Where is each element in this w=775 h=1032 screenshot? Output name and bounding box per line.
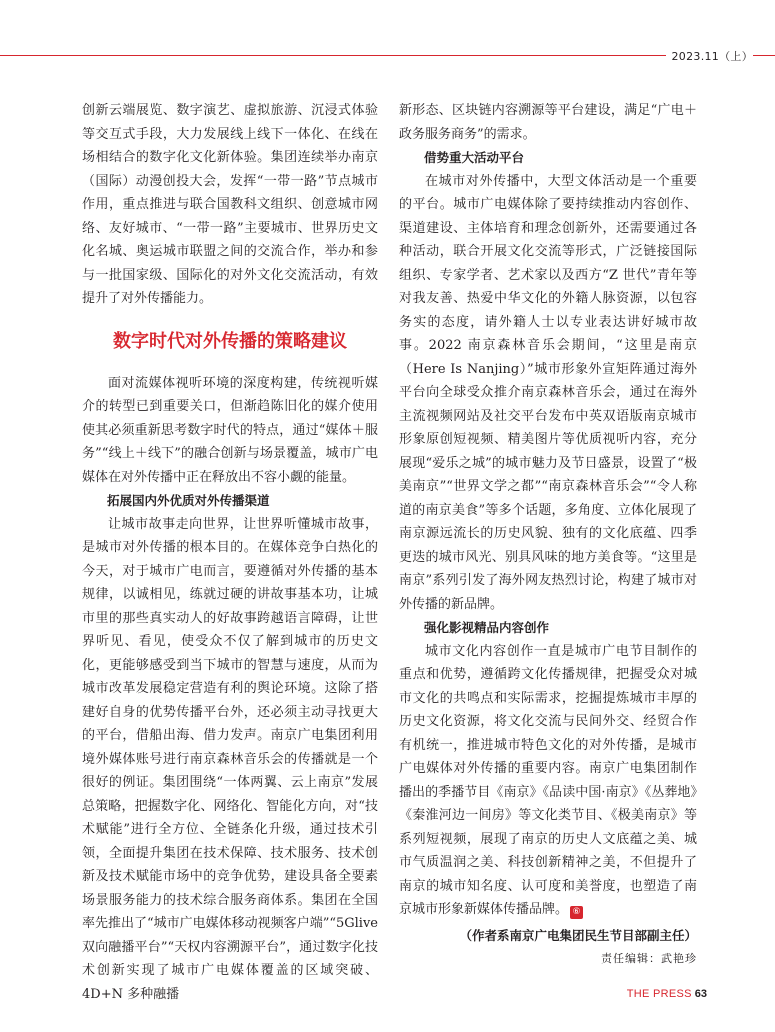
page-footer — [627, 988, 707, 1000]
section-title: 数字时代对外传播的策略建议 — [113, 330, 347, 352]
channels-paragraph: 让城市故事走向世界，让世界听懂城市故事，是城市对外传播的根本目的。在媒体竞争白热化的今天，对于城市广电而言，要遵循对外传播的基本规律，以诚相见，练就过硬的讲故事基本功，让城市里的那些真实动人的好故事跨越语言障碍，让世界听见、看见，使受众不仅了解到城市的历史文化，更能够感受到当下城市的智慧与速度，从而为城市改革发展稳定营造有利的舆论环境。这除了搭建好自身的优势传播平台外，还必须主动寻找更大的平台，借船出海、借力发声。南京广电集团利用境外媒体账号进行南京森林音乐会的传播就是一个很好的例证。集团围绕“一体两翼、云上南京”发展总策略，把握数字化、网络化、智能化方向，对“技术赋能”进行全方位、全链条化升级，通过技术引领，全面提升集团在技术保障、技术服务、技术创新及技术赋能市场中的竞争优势，建设具备全要素场景服务能力的技术综合服务商体系。集团在全国率先推出了“城市广电媒体移动视频客户端”“5Glive 双向融播平台”“天权内容溯源平台”，通过数字化技术创新实现了城市广电媒体覆盖的区域突破、4D+N 多种融播 — [82, 516, 378, 1002]
intro-paragraph: 创新云端展览、数字演艺、虚拟旅游、沉浸式体验等交互式手段，大力发展线上线下一体化、在线在场相结合的数字化文化新体验。集团连续举办南京（国际）动漫创投大会，发挥“一带一路”节点城市作用，重点推进与联合国教科文组织、创意城市网络、友好城市、“一带一路”主要城市、世界历史文化名城、奥运城市联盟之间的交流合作，举办和参与一批国家级、国际化的对外文化交流活动，有效提升了对外传播能力。 — [82, 103, 378, 306]
left-column — [82, 99, 378, 1006]
subhead-events: 借势重大活动平台 — [424, 150, 525, 165]
right-column — [399, 99, 697, 971]
page-number: 63 — [694, 988, 707, 1000]
editor-credit: 责任编辑：武艳珍 — [601, 952, 697, 965]
continuation-paragraph: 新形态、区块链内容溯源等平台建设，满足“广电＋政务服务商务”的需求。 — [399, 103, 697, 142]
subhead-channels: 拓展国内外优质对外传播渠道 — [107, 493, 270, 508]
content-paragraph-text: 城市文化内容创作一直是城市广电节目制作的重点和优势，遵循跨文化传播规律，把握受众对城市文化的共鸣点和实际需求，挖掘提炼城市丰厚的历史文化资源，将文化交流与民间外交、经贸合作有机统一，推进城市特色文化的对外传播，是城市广电媒体对外传播的重要内容。南京广电集团制作播出的季播节目《南京》《品读中国·南京》《丛葬地》《秦淮河边一间房》等文化类节目、《极美南京》等系列短视频，展现了南京的历史人文底蕴之美、城市气质温润之美、科技创新精神之美，不但提升了南京的城市知名度、认可度和美誉度，也塑造了南京城市形象新媒体传播品牌。 — [399, 643, 697, 917]
section-intro-paragraph: 面对流媒体视听环境的深度构建，传统视听媒介的转型已到重要关口，但渐趋陈旧化的媒介使用使其必须重新思考数字时代的特点，通过“媒体＋服务”“线上＋线下”的融合创新与场景覆盖，城市广电媒体在对外传播中正在释放出不容小觑的能量。 — [82, 375, 378, 485]
footer-brand: THE PRESS — [626, 988, 692, 1000]
events-paragraph: 在城市对外传播中，大型文体活动是一个重要的平台。城市广电媒体除了要持续推动内容创作、渠道建设、主体培育和理念创新外，还需要通过各种活动，联合开展文化交流等形式，广泛链接国际组织、专家学者、艺术家以及西方“Z 世代”青年等对我友善、热爱中华文化的外籍人脉资源，以包容务实的态度，请外籍人士以专业表达讲好城市故事。2022 南京森林音乐会期间，“这里是南京（Here Is Nanjing）”城市形象外宣矩阵通过海外平台向全球受众推介南京森林音乐会，通过在海外主流视频网站及社交平台发布中英双语版南京城市形象原创短视频、精美图片等优质视听内容，充分展现“爱乐之城”的城市魅力及节日盛景，设置了“极美南京”“世界文学之都”“南京森林音乐会”“令人称道的南京美食”等多个话题，多角度、立体化展现了南京源远流长的历史风貌、独有的文化底蕴、四季更迭的城市风光、别具风味的地方美食等。“这里是南京”系列引发了海外网友热烈讨论，构建了城市对外传播的新品牌。 — [399, 173, 697, 612]
issue-label: 2023.11（上） — [666, 48, 754, 64]
subhead-content: 强化影视精品内容创作 — [424, 620, 550, 635]
author-credit: （作者系南京广电集团民生节目部副主任） — [459, 927, 697, 943]
content-paragraph — [399, 640, 697, 922]
end-mark-icon: ⑥ — [570, 906, 583, 919]
header-rule — [0, 55, 775, 56]
